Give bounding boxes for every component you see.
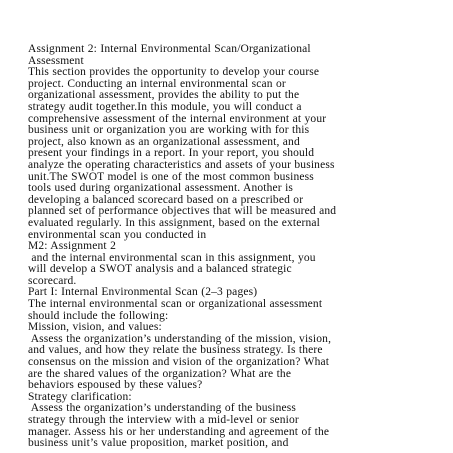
body-line: project, also known as an organizational assessment, and bbox=[28, 135, 300, 148]
body-line: comprehensive assessment of the internal environment at your bbox=[28, 112, 327, 125]
body-line: environmental scan you conducted in bbox=[28, 228, 207, 241]
body-line: and values, and how they relate the business strategy. Is there bbox=[28, 344, 323, 357]
body-line: should include the following: bbox=[28, 309, 169, 322]
body-line: unit.The SWOT model is one of the most common business bbox=[28, 170, 314, 183]
assignment-title-line-2: Assessment bbox=[28, 54, 84, 67]
body-line: Assess the organization’s understanding of the business bbox=[28, 402, 297, 415]
body-line: manager. Assess his or her understanding and agreement of the bbox=[28, 425, 330, 438]
body-line: behaviors espoused by these values? bbox=[28, 379, 203, 392]
body-line: analyze the operating characteristics and assets of your business bbox=[28, 158, 335, 171]
body-line: evaluated regularly. In this assignment, based on the external bbox=[28, 216, 320, 229]
body-line: are the shared values of the organization? What are the bbox=[28, 367, 292, 380]
document-body bbox=[28, 44, 438, 450]
section-heading-line: Mission, vision, and values: bbox=[28, 321, 162, 334]
body-line: strategy through the interview with a mid-level or senior bbox=[28, 414, 299, 426]
body-line: Assess the organization’s understanding of the mission, vision, bbox=[28, 332, 332, 345]
body-line: developing a balanced scorecard based on a prescribed or bbox=[28, 193, 304, 206]
body-line: The internal environmental scan or organizational assessment bbox=[28, 298, 323, 311]
assignment-reference-line: M2: Assignment 2 bbox=[28, 240, 116, 253]
body-line: tools used during organizational assessment. Another is bbox=[28, 182, 294, 195]
body-line: This section provides the opportunity to develop your course bbox=[28, 66, 320, 79]
body-line: strategy audit together.In this module, you will conduct a bbox=[28, 100, 302, 113]
part-heading-line: Part I: Internal Environmental Scan (2–3 pages) bbox=[28, 286, 258, 299]
section-heading-line: Strategy clarification: bbox=[28, 390, 132, 403]
body-line: present your findings in a report. In your report, you should bbox=[28, 147, 315, 160]
body-line: organizational assessment, provides the ability to put the bbox=[28, 89, 300, 102]
body-line: project. Conducting an internal environmental scan or bbox=[28, 77, 286, 90]
body-line: planned set of performance objectives that will be measured and bbox=[28, 205, 337, 218]
body-line: scorecard. bbox=[28, 274, 77, 287]
body-line: business unit or organization you are working with for this bbox=[28, 124, 310, 137]
body-line: and the internal environmental scan in this assignment, you bbox=[28, 251, 316, 264]
assignment-title-line-1: Assignment 2: Internal Environmental Scan/Organizational bbox=[28, 43, 311, 55]
body-line: will develop a SWOT analysis and a balanced strategic bbox=[28, 263, 292, 276]
body-line: business unit’s value proposition, market position, and bbox=[28, 437, 289, 450]
body-line: consensus on the mission and vision of the organization? What bbox=[28, 356, 330, 369]
